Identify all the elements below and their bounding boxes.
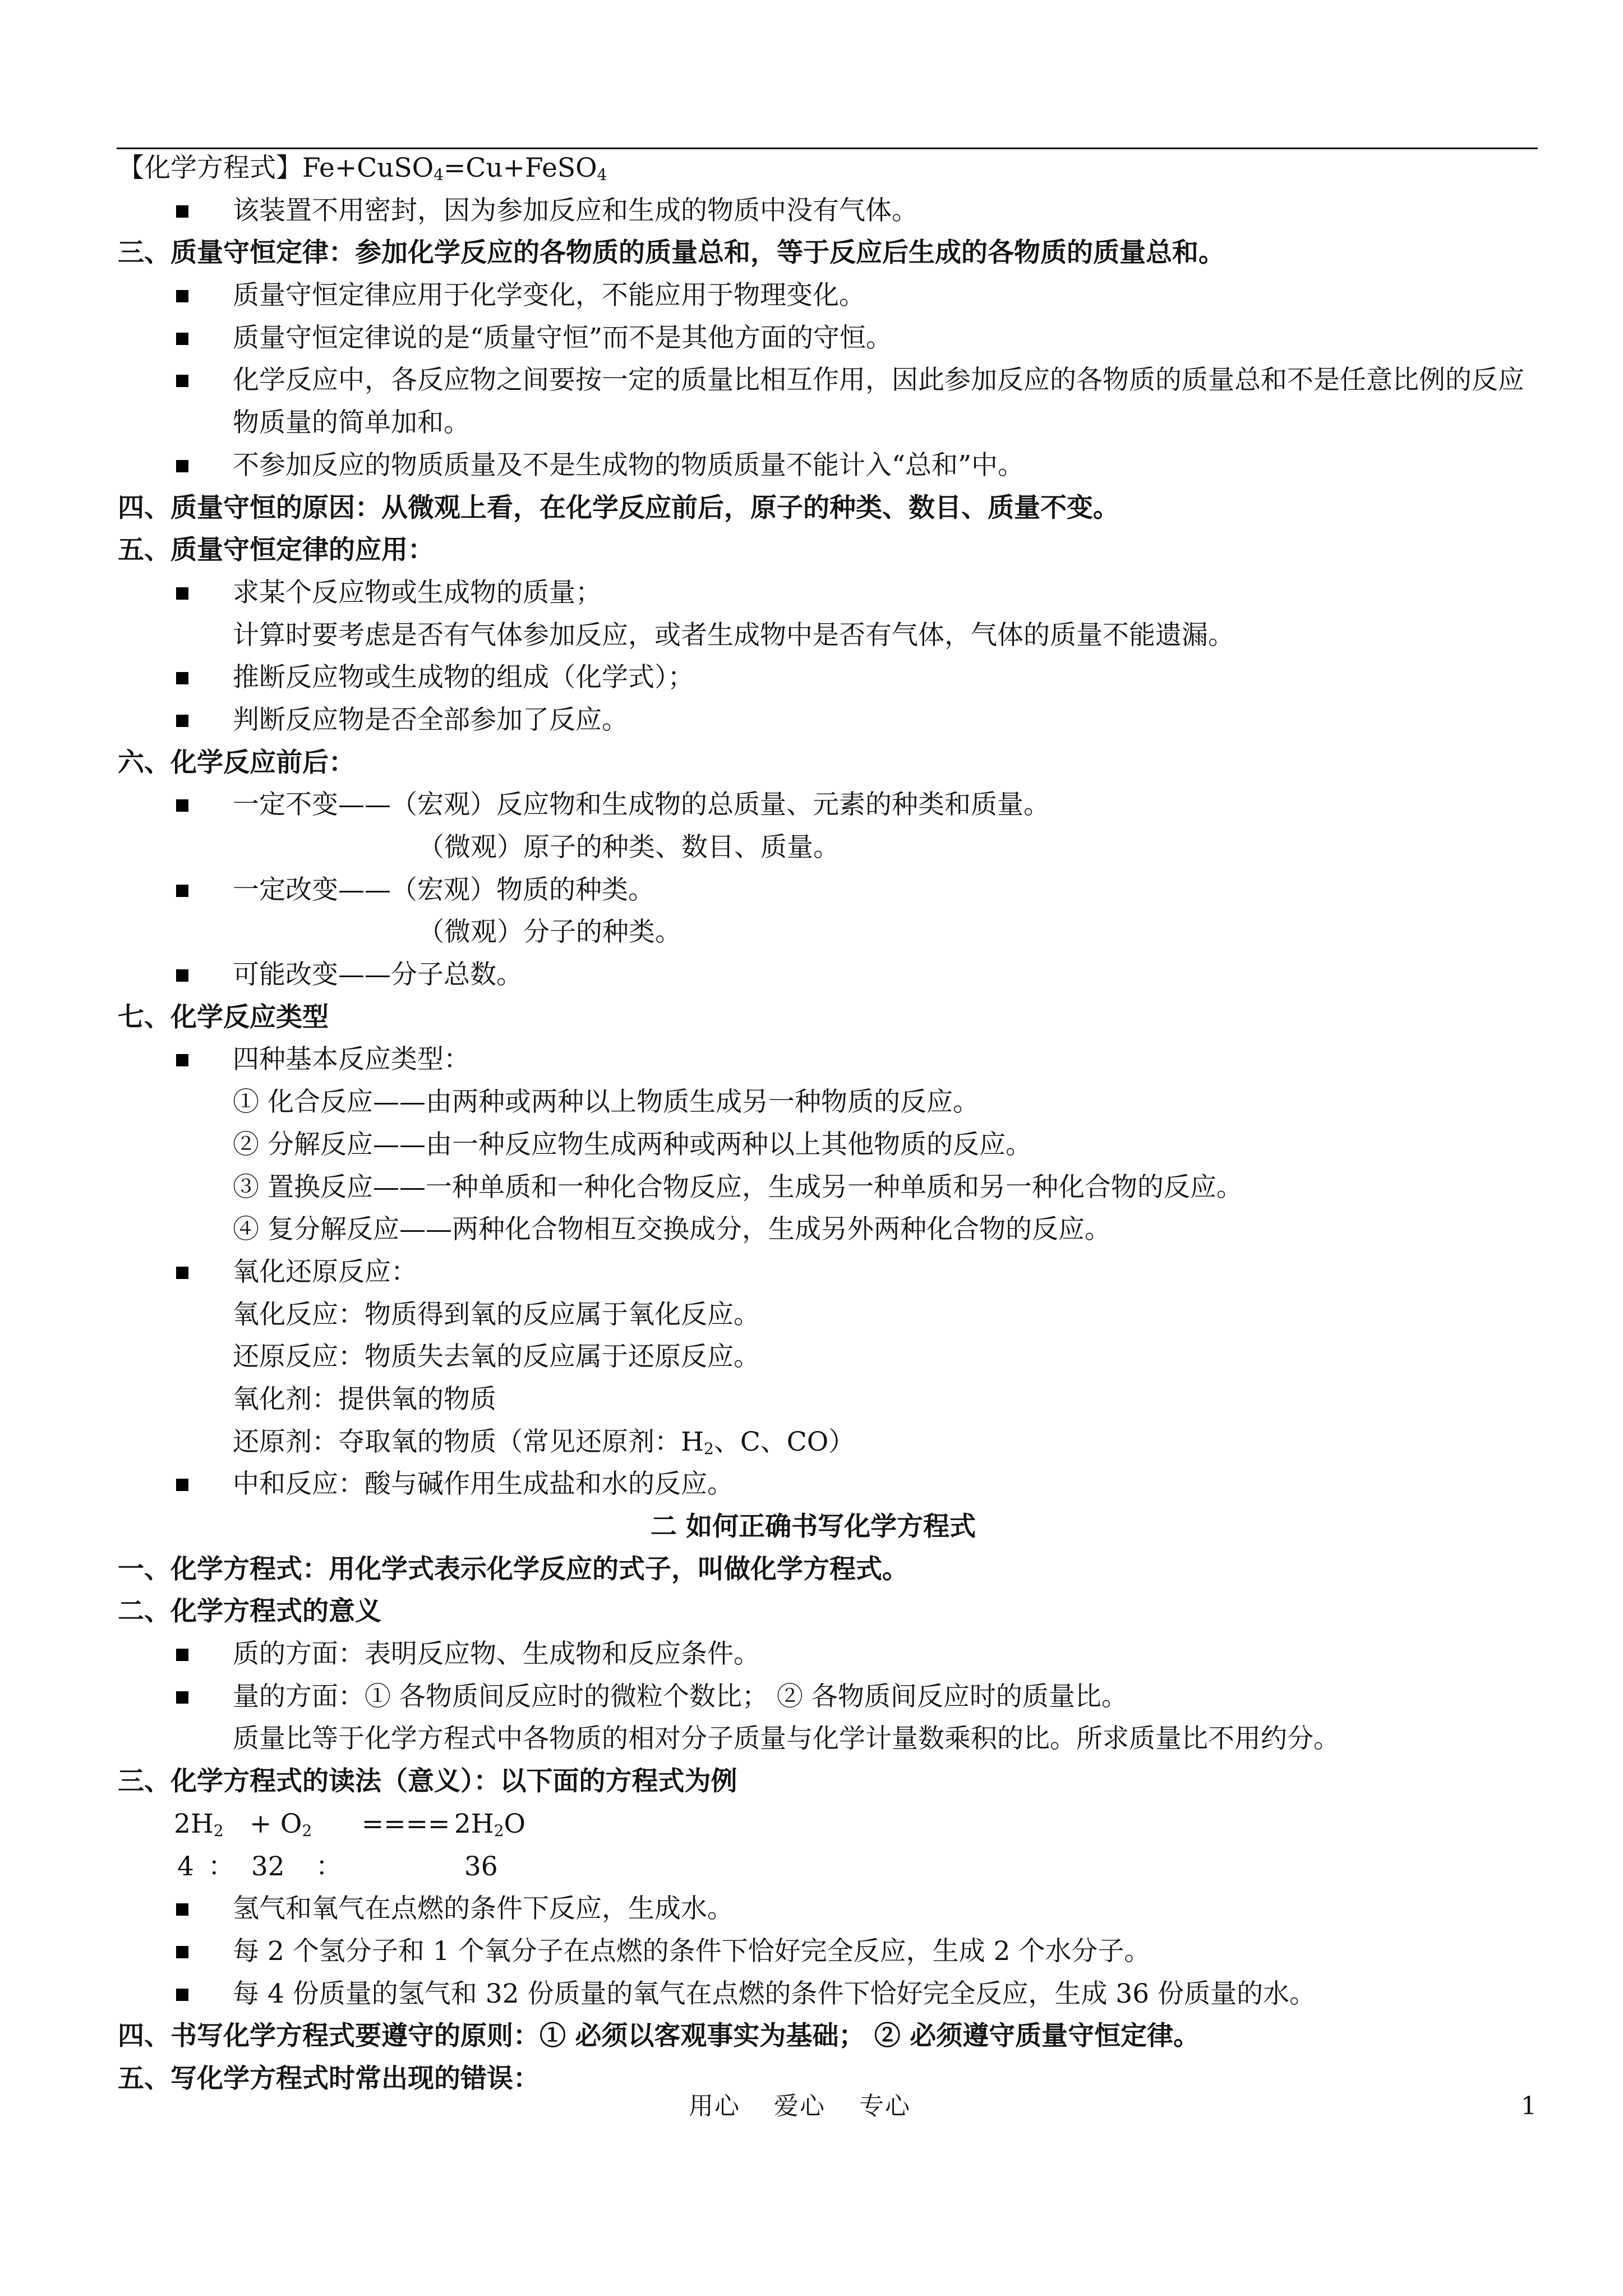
section-heading: 二、化学方程式的意义 bbox=[118, 1596, 381, 1627]
bullet-note: 计算时要考虑是否有气体参加反应，或者生成物中是否有气体，气体的质量不能遗漏。 bbox=[233, 619, 1234, 651]
bullet-square-icon bbox=[176, 1649, 188, 1661]
bullet-square-icon bbox=[176, 885, 188, 897]
bullet-item: 氢气和氧气在点燃的条件下反应，生成水。 bbox=[118, 1888, 1542, 1930]
bullet-item: 化学反应中，各反应物之间要按一定的质量比相互作用，因此参加反应的各物质的质量总和不是任意比例的反应物质量的简单加和。 bbox=[118, 359, 1542, 444]
bullet-item: 不参加反应的物质质量及不是生成物的物质质量不能计入“总和”中。 bbox=[118, 444, 1542, 487]
section-heading: 四、书写化学方程式要遵守的原则：① 必须以客观事实为基础； ② 必须遵守质量守恒定律。 bbox=[118, 2021, 1200, 2052]
bullet-square-icon bbox=[176, 1479, 188, 1491]
bullet-item: 每 4 份质量的氢气和 32 份质量的氧气在点燃的条件下恰好完全反应，生成 36 份质量的水。 bbox=[118, 1973, 1542, 2016]
reaction-type-item: ② 分解反应——由一种反应物生成两种或两种以上其他物质的反应。 bbox=[233, 1129, 1032, 1160]
bullet-item: 氧化还原反应： bbox=[118, 1251, 1542, 1294]
reaction-type-item: ① 化合反应——由两种或两种以上物质生成另一种物质的反应。 bbox=[233, 1087, 979, 1118]
page-number: 1 bbox=[1521, 2092, 1537, 2120]
bullet-item: 质量守恒定律说的是“质量守恒”而不是其他方面的守恒。 bbox=[118, 317, 1542, 360]
bullet-square-icon bbox=[176, 1691, 188, 1704]
definition-line: 氧化剂：提供氧的物质 bbox=[233, 1383, 496, 1415]
bullet-square-icon bbox=[176, 799, 188, 812]
bullet-square-icon bbox=[176, 460, 188, 472]
section-heading: 三、化学方程式的读法（意义）：以下面的方程式为例 bbox=[118, 1766, 737, 1797]
bullet-square-icon bbox=[176, 587, 188, 600]
definition-line: 还原反应：物质失去氧的反应属于还原反应。 bbox=[233, 1341, 760, 1373]
bullet-subline: （微观）原子的种类、数目、质量。 bbox=[418, 832, 840, 863]
bullet-square-icon bbox=[176, 1903, 188, 1916]
reaction-type-item: ③ 置换反应——一种单质和一种化合物反应，生成另一种单质和另一种化合物的反应。 bbox=[233, 1171, 1243, 1203]
bullet-square-icon bbox=[176, 333, 188, 345]
page-footer bbox=[0, 2087, 1623, 2126]
bullet-square-icon bbox=[176, 715, 188, 727]
bullet-square-icon bbox=[176, 375, 188, 387]
bullet-square-icon bbox=[176, 1989, 188, 2001]
part-title: 二 如何正确书写化学方程式 bbox=[650, 1511, 976, 1543]
bullet-item: 该装置不用密封，因为参加反应和生成的物质中没有气体。 bbox=[118, 190, 1542, 232]
bullet-square-icon bbox=[176, 1267, 188, 1279]
equation-line bbox=[118, 147, 1542, 190]
bullet-square-icon bbox=[176, 290, 188, 302]
definition-line: 还原剂：夺取氧的物质（常见还原剂：$H_2$、C、CO） bbox=[233, 1426, 855, 1458]
bullet-square-icon bbox=[176, 205, 188, 218]
example-formula: $2H_2 + O_2$ ==== $2H_2O$ bbox=[174, 1808, 526, 1840]
section-heading: 五、写化学方程式时常出现的错误： bbox=[118, 2063, 540, 2094]
bullet-item: 判断反应物是否全部参加了反应。 bbox=[118, 699, 1542, 742]
bullet-square-icon bbox=[176, 1946, 188, 1958]
equation-text: Fe+CuSO$_4$=Cu+FeSO$_4$ bbox=[302, 153, 607, 184]
document-body bbox=[118, 147, 1542, 2100]
bullet-item: 四种基本反应类型： bbox=[118, 1038, 1542, 1081]
definition-line: 氧化反应：物质得到氧的反应属于氧化反应。 bbox=[233, 1299, 760, 1330]
section-heading: 三、质量守恒定律：参加化学反应的各物质的质量总和，等于反应后生成的各物质的质量总和。 bbox=[118, 237, 1225, 269]
bullet-item: 量的方面：① 各物质间反应时的微粒个数比； ② 各物质间反应时的质量比。 bbox=[118, 1676, 1542, 1718]
bullet-item: 推断反应物或生成物的组成（化学式）； bbox=[118, 656, 1542, 699]
bullet-item: 质量守恒定律应用于化学变化，不能应用于物理变化。 bbox=[118, 274, 1542, 317]
equation-label: 【化学方程式】 bbox=[118, 153, 302, 183]
mass-ratio: 4 ： 32 ： 36 bbox=[177, 1851, 498, 1882]
section-heading: 四、质量守恒的原因：从微观上看，在化学反应前后，原子的种类、数目、质量不变。 bbox=[118, 492, 1119, 523]
footer-motto: 用心 爱心 专心 bbox=[689, 2092, 911, 2120]
bullet-item: 可能改变——分子总数。 bbox=[118, 954, 1542, 996]
bullet-square-icon bbox=[176, 969, 188, 982]
bullet-square-icon bbox=[176, 1054, 188, 1066]
bullet-item: 中和反应：酸与碱作用生成盐和水的反应。 bbox=[118, 1463, 1542, 1506]
section-heading: 七、化学反应类型 bbox=[118, 1001, 329, 1033]
bullet-item: 求某个反应物或生成物的质量； bbox=[118, 572, 1542, 614]
bullet-note: 质量比等于化学方程式中各物质的相对分子质量与化学计量数乘积的比。所求质量比不用约分。 bbox=[233, 1723, 1340, 1755]
section-heading: 六、化学反应前后： bbox=[118, 747, 355, 778]
bullet-square-icon bbox=[176, 672, 188, 684]
section-heading: 五、质量守恒定律的应用： bbox=[118, 535, 434, 566]
bullet-item: 一定改变——（宏观）物质的种类。 bbox=[118, 869, 1542, 912]
section-heading: 一、化学方程式：用化学式表示化学反应的式子，叫做化学方程式。 bbox=[118, 1553, 909, 1585]
bullet-item: 每 2 个氢分子和 1 个氧分子在点燃的条件下恰好完全反应，生成 2 个水分子。 bbox=[118, 1930, 1542, 1973]
bullet-item: 质的方面：表明反应物、生成物和反应条件。 bbox=[118, 1633, 1542, 1676]
bullet-subline: （微观）分子的种类。 bbox=[418, 917, 681, 948]
reaction-type-item: ④ 复分解反应——两种化合物相互交换成分，生成另外两种化合物的反应。 bbox=[233, 1214, 1111, 1245]
bullet-item: 一定不变——（宏观）反应物和生成物的总质量、元素的种类和质量。 bbox=[118, 784, 1542, 826]
